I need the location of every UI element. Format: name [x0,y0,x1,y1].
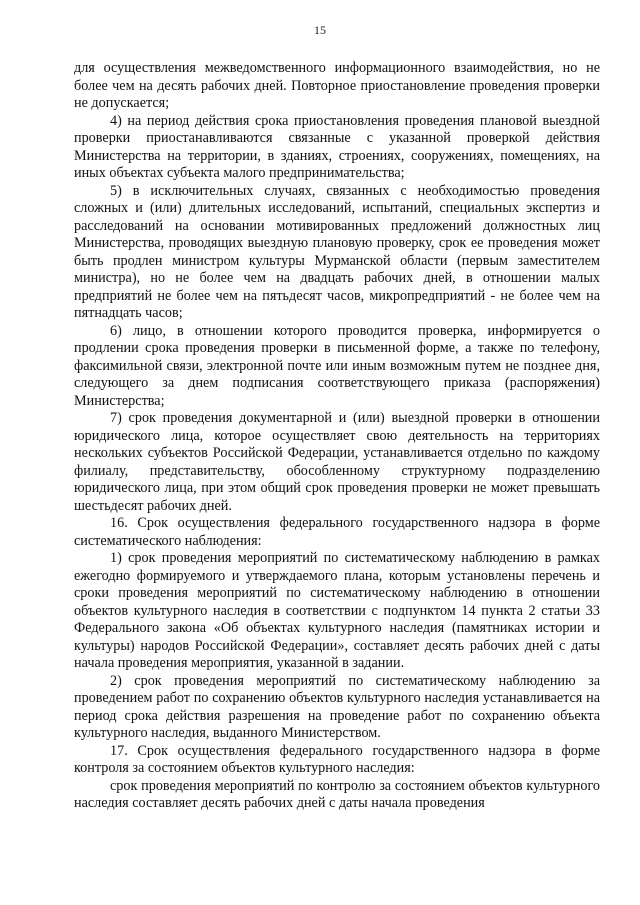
paragraph-item-4: 4) на период действия срока приостановления проведения плановой выездной проверки приостанавливаются связанные с указанной проверкой действия Министерства на территории, в зданиях, строениях, сооружениях, помещениях, на иных объектах субъекта малого предпринимательства; [74,112,600,181]
paragraph-item-5: 5) в исключительных случаях, связанных с необходимостью проведения сложных и (или) длительных исследований, испытаний, специальных экспертиз и расследований на основании мотивированных предложений должностных лиц Министерства, проводящих выездную плановую проверку, срок ее проведения может быть продлен министром культуры Мурманской области (первым заместителем министра), но не более чем на двадцать рабочих дней, в отношении малых предприятий не более чем на пятьдесят часов, микропредприятий - не более чем на пятнадцать часов; [74,182,600,321]
paragraph-section-16: 16. Срок осуществления федерального государственного надзора в форме систематического наблюдения: [74,515,600,549]
paragraph-section-16-item-1: 1) срок проведения мероприятий по систематическому наблюдению в рамках ежегодно формируемого и утверждаемого плана, которым установлены перечень и сроки проведения мероприятий по систематическому наблюдению в отношении объектов культурного наследия в соответствии с подпунктом 14 пункта 2 статьи 33 Федерального закона «Об объектах культурного наследия (памятниках истории и культуры) народов Российской Федерации», составляет десять рабочих дней с даты начала проведения мероприятия, указанной в задании. [74,550,600,671]
paragraph-item-6: 6) лицо, в отношении которого проводится проверка, информируется о продлении срока проведения проверки в письменной форме, а также по телефону, факсимильной связи, электронной почте или иным возможным путем не позднее дня, следующего за днем подписания соответствующего приказа (распоряжения) Министерства; [74,322,600,409]
paragraph-item-7: 7) срок проведения документарной и (или) выездной проверки в отношении юридического лица, которое осуществляет свою деятельность на территориях нескольких субъектов Российской Федерации, устанавливается отдельно по каждому филиалу, представительству, обособленному структурному подразделению юридического лица, при этом общий срок проведения проверки не может превышать шестьдесят рабочих дней. [74,410,600,514]
paragraph-section-17: 17. Срок осуществления федерального государственного надзора в форме контроля за состоянием объектов культурного наследия: [74,742,600,776]
document-body [74,60,600,813]
paragraph-section-17-term: срок проведения мероприятий по контролю за состоянием объектов культурного наследия составляет десять рабочих дней с даты начала проведения [74,777,600,811]
page-number: 15 [314,23,326,37]
paragraph-section-16-item-2: 2) срок проведения мероприятий по систематическому наблюдению за проведением работ по сохранению объектов культурного наследия устанавливается на период срока действия разрешения на проведение работ по сохранению объекта культурного наследия, выданного Министерством. [74,672,600,741]
paragraph-continuation: для осуществления межведомственного информационного взаимодействия, но не более чем на десять рабочих дней. Повторное приостановление проведения проверки не допускается; [74,60,600,111]
